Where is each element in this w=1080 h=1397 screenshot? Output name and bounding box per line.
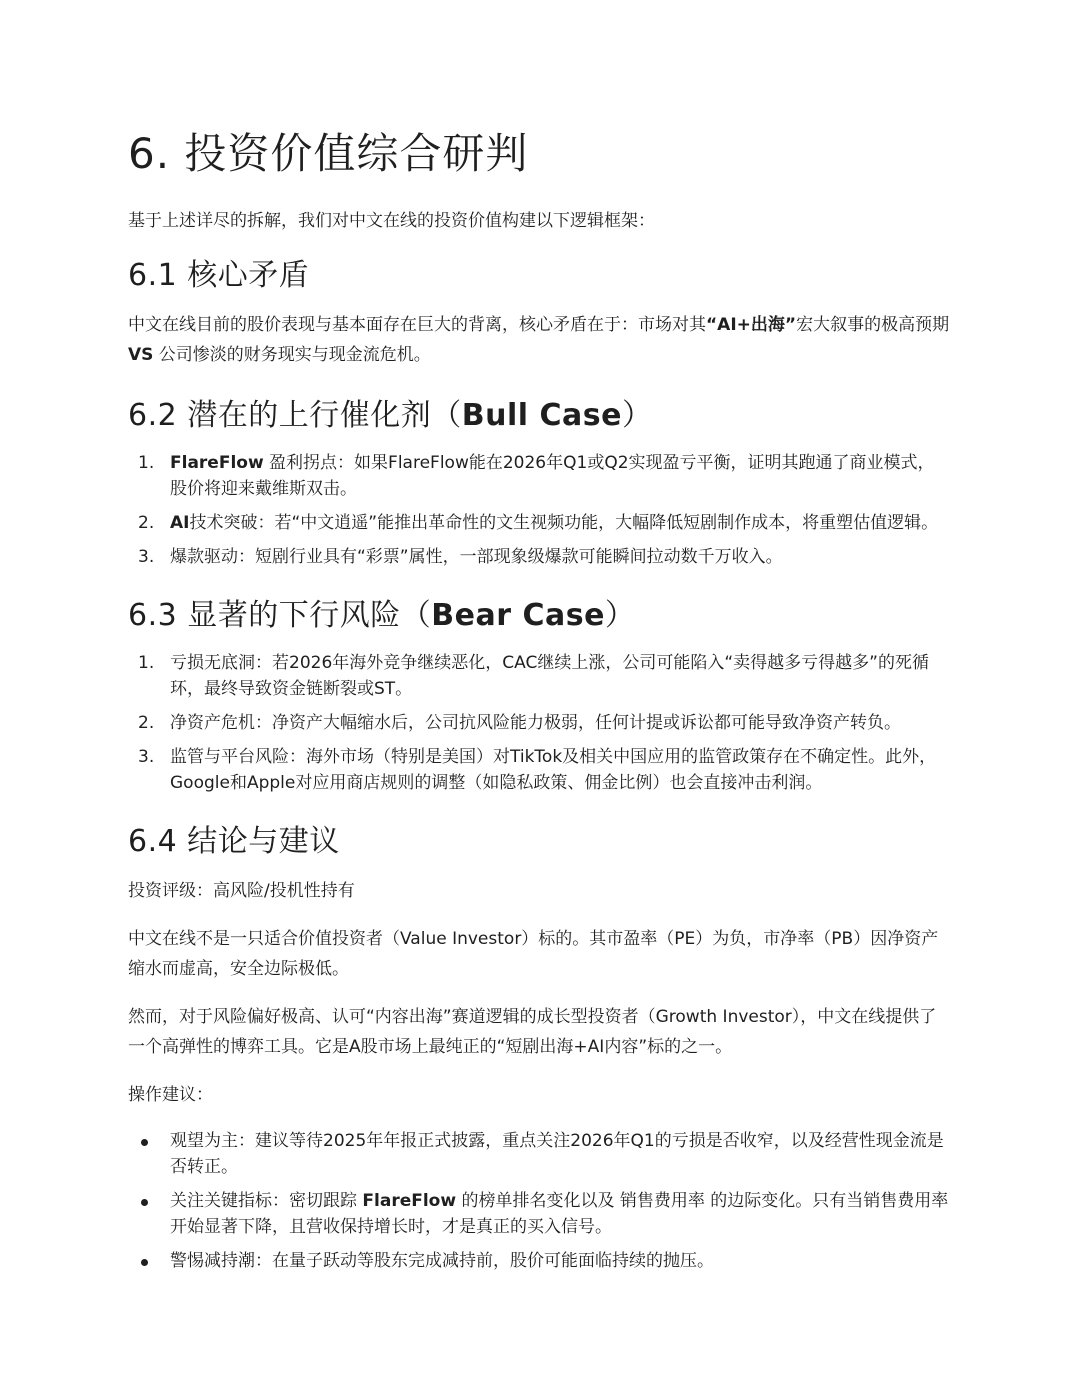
section-bull-case [128, 396, 950, 570]
list-item [128, 1248, 950, 1274]
list-item-bold: FlareFlow [362, 1191, 457, 1211]
s1-text-c: 宏大叙事的极高预期 [796, 315, 950, 335]
section-title-6-3 [128, 596, 950, 636]
section-title-6-1: 6.1 核心矛盾 [128, 258, 310, 293]
s1-text-e: 公司惨淡的财务现实与现金流危机。 [153, 345, 431, 365]
operations-label: 操作建议： [128, 1085, 213, 1105]
list-number: 1. [138, 453, 155, 473]
list-item-text: 监管与平台风险：海外市场（特别是美国）对TikTok及相关中国应用的监管政策存在不确定性。此外，Google和Apple对应用商店规则的调整（如隐私政策、佣金比例）也会直接冲击利润。 [170, 747, 937, 793]
list-item-bold: AI [170, 513, 190, 533]
list-item-text: 观望为主：建议等待2025年年报正式披露，重点关注2026年Q1的亏损是否收窄，以及经营性现金流是否转正。 [170, 1131, 944, 1177]
section-core-contradiction [128, 256, 950, 370]
list-item-text: 净资产危机：净资产大幅缩水后，公司抗风险能力极弱，任何计提或诉讼都可能导致净资产转负。 [170, 713, 901, 733]
list-item [128, 650, 950, 702]
bullet-icon [141, 1139, 148, 1146]
list-item-bold: FlareFlow [170, 453, 264, 473]
list-item-text: 技术突破：若“中文逍遥”能推出革命性的文生视频功能，大幅降低短剧制作成本，将重塑估值逻辑。 [189, 513, 939, 533]
list-item [128, 450, 950, 502]
list-item-text: 爆款驱动：短剧行业具有“彩票”属性，一部现象级爆款可能瞬间拉动数千万收入。 [170, 547, 783, 567]
investment-rating: 投资评级：高风险/投机性持有 [128, 881, 355, 901]
list-number: 1. [138, 653, 155, 673]
bullet-icon [141, 1199, 148, 1206]
list-item [128, 710, 950, 736]
intro-text: 基于上述详尽的拆解，我们对中文在线的投资价值构建以下逻辑框架： [128, 211, 655, 231]
list-item-text: 关注关键指标：密切跟踪 [170, 1191, 363, 1211]
page-title: 6. 投资价值综合研判 [128, 129, 529, 178]
bull-case-list [128, 450, 950, 570]
list-item [128, 744, 950, 796]
s2-title-c: ） [621, 398, 653, 433]
conclusion-paragraph-2: 然而，对于风险偏好极高、认可“内容出海”赛道逻辑的成长型投资者（Growth Investor），中文在线提供了一个高弹性的博弈工具。它是A股市场上最纯正的“短剧出海+AI内容”标的之一。 [128, 1007, 937, 1057]
s2-title-a: 6.2 潜在的上行催化剂（ [128, 398, 462, 433]
bullet-icon [141, 1259, 148, 1266]
s1-text-a: 中文在线目前的股价表现与基本面存在巨大的背离，核心矛盾在于：市场对其 [128, 315, 706, 335]
s2-title-b: Bull Case [461, 398, 622, 433]
s1-text-highlight: “AI+出海” [706, 315, 797, 335]
bear-case-list [128, 650, 950, 796]
list-item-text: 盈利拐点：如果FlareFlow能在2026年Q1或Q2实现盈亏平衡，证明其跑通了商业模式，股价将迎来戴维斯双击。 [170, 453, 935, 499]
list-number: 2. [138, 513, 155, 533]
s3-title-b: Bear Case [431, 598, 605, 633]
list-item [128, 1188, 950, 1240]
s3-title-a: 6.3 显著的下行风险（ [128, 598, 432, 633]
list-item-text: 亏损无底洞：若2026年海外竞争继续恶化，CAC继续上涨，公司可能陷入“卖得越多亏得越多”的死循环，最终导致资金链断裂或ST。 [170, 653, 929, 699]
section-title-6-2 [128, 396, 950, 436]
list-item [128, 544, 950, 570]
section-6-1-text [128, 310, 950, 370]
section-conclusion [128, 822, 950, 1274]
list-item [128, 510, 950, 536]
list-number: 3. [138, 547, 155, 567]
list-item [128, 1128, 950, 1180]
list-item-text-cont: 的榜单排名变化以及 销售费用率 的边际变化。只有当销售费用率开始显著下降，且营收保持增长时，才是真正的买入信号。 [170, 1191, 949, 1237]
s1-text-vs: VS [128, 345, 154, 365]
list-item-text: 警惕减持潮：在量子跃动等股东完成减持前，股价可能面临持续的抛压。 [170, 1251, 714, 1271]
s3-title-c: ） [604, 598, 636, 633]
list-number: 2. [138, 713, 155, 733]
section-title-6-4: 6.4 结论与建议 [128, 824, 340, 859]
list-number: 3. [138, 747, 155, 767]
operations-list [128, 1128, 950, 1274]
conclusion-paragraph-1: 中文在线不是一只适合价值投资者（Value Investor）标的。其市盈率（PE）为负，市净率（PB）因净资产缩水而虚高，安全边际极低。 [128, 929, 939, 979]
section-bear-case [128, 596, 950, 796]
